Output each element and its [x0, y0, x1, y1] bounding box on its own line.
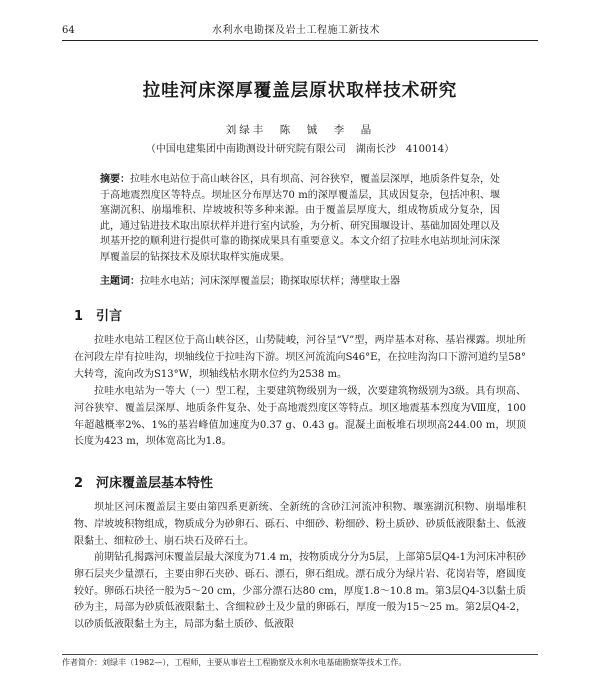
abstract: [100, 172, 500, 266]
abstract-text: 拉哇水电站位于高山峡谷区，具有坝高、河谷狭窄，覆盖层深厚，地质条件复杂，处于高地震烈度区等特点。坝址区分布厚达70 m的深厚覆盖层，其成因复杂，包括冲积、堰塞湖沉积、崩塌堆积、岸坡坡积等多种来源。由于覆盖层厚度大，组成物质成分复杂，因此，通过钻进技术取出原状样并进行室内试验，为分析、研究围堰设计、基础加固处理以及坝基开挖的顺利进行提供可靠的勘探成果具有重要意义。本文介绍了拉哇水电站坝址河床深厚覆盖层的钻探技术及原状取样实施成果。: [100, 174, 500, 263]
body-paragraph: 坝址区河床覆盖层主要由第四系更新统、全新统的含砂江河流冲积物、堰塞湖沉积物、崩塌堆积物、岸坡坡积物组成，物质成分为砂卵石、砾石、中细砂、粉细砂、粉土质砂、砂质低液限黏土、低液限黏土、细粒砂土、崩石块石及碎石土。: [74, 502, 526, 547]
keywords-text: 拉哇水电站；河床深厚覆盖层；勘探取原状样；薄壁取土器: [140, 276, 400, 287]
paper-authors: 刘绿丰 陈 铖 李 晶: [225, 124, 375, 136]
author-footnote: 作者简介：刘绿丰（1982—），工程师，主要从事岩土工程勘察及水利水电基础勘察等技术工作。: [62, 658, 407, 667]
footnote-divider: [62, 654, 538, 655]
paper-affiliation: （中国电建集团中南勘测设计研究院有限公司 湖南长沙 410014）: [145, 144, 455, 155]
section-heading-introduction: [74, 305, 122, 324]
body-paragraph: 前期钻孔揭露河床覆盖层最大深度为71.4 m，按物质成分分为5层，上部第5层Q4-1为河床冲积砂卵石层夹少量漂石，主要由卵石夹砂、砾石、漂石，卵石组成。漂石成分为绿片岩、花岗岩等，磨圆度较好。卵砾石块径一般为5～20 cm，少部分漂石达80 cm，厚度1.8～10.8 m。第3层Q4-3以黏土质砂为主，局部为砂质低液限黏土、含细粒砂土及少量的卵砾石，厚度一般为15～25 m。第2层Q4-2，以砂质低液限黏土为主，局部为黏土质砂、低液限: [74, 552, 526, 631]
section-number: 1: [74, 309, 84, 324]
body-paragraph: 拉哇水电站工程区位于高山峡谷区，山势陡峻，河谷呈“V”型，两岸基本对称、基岩裸露。坝址所在河段左岸有拉哇沟，坝轴线位于拉哇沟下游。坝区河流流向S46°E，在拉哇沟沟口下游河道约呈58°大转弯，流向改为S13°W，坝轴线枯水期水位约为2538 m。: [74, 335, 526, 380]
abstract-label: 摘要：: [100, 174, 130, 185]
keywords: [100, 274, 500, 289]
section-title: 引言: [96, 309, 123, 324]
running-header: [62, 24, 538, 41]
section-number: 2: [74, 476, 84, 491]
keywords-label: 主题词：: [100, 276, 140, 287]
body-paragraph: 拉哇水电站为一等大（一）型工程，主要建筑物级别为一级，次要建筑物级别为3级。具有坝高、河谷狭窄、覆盖层深厚、地质条件复杂、处于高地震烈度区等特点。坝区地震基本烈度为Ⅷ度，100年超越概率2%、1%的基岩峰值加速度为0.37 g、0.43 g。混凝土面板堆石坝坝高244.00 m，坝顶长度为423 m，坝体宽高比为1.8。: [74, 386, 526, 448]
page-number: 64: [62, 25, 75, 36]
section-heading-overburden-characteristics: [74, 472, 213, 491]
journal-name: 水利水电勘探及岩土工程施工新技术: [212, 25, 380, 36]
section-title: 河床覆盖层基本特性: [96, 476, 214, 491]
paper-title: 拉哇河床深厚覆盖层原状取样技术研究: [142, 81, 458, 101]
